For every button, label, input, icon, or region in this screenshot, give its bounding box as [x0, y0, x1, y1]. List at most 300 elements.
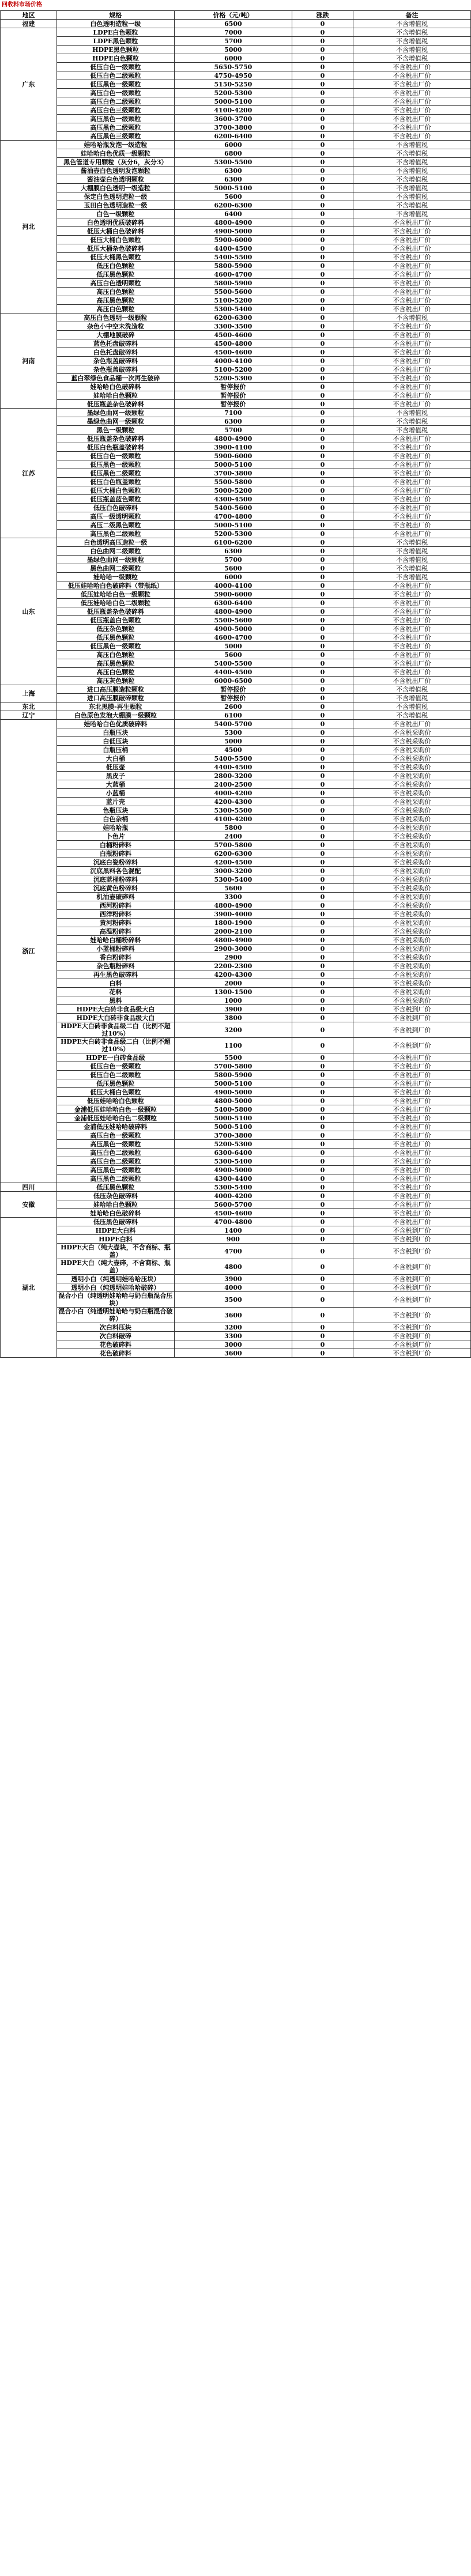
table-row: [1, 1340, 471, 1349]
change-cell: 0: [292, 262, 353, 270]
change-cell: 0: [292, 970, 353, 979]
spec-cell: 娃哈哈白桶粉碎料: [56, 936, 174, 945]
table-row: [1, 46, 471, 54]
table-row: [1, 262, 471, 270]
spec-cell: 沉底黑料各色混配: [56, 867, 174, 875]
table-row: [1, 599, 471, 607]
table-row: [1, 642, 471, 651]
note-cell: 不含税采购价: [353, 841, 470, 849]
spec-cell: 花料: [56, 988, 174, 996]
change-cell: 0: [292, 1259, 353, 1275]
change-cell: 0: [292, 737, 353, 746]
change-cell: 0: [292, 1079, 353, 1088]
price-cell: 5700: [174, 556, 292, 564]
spec-cell: 黑料: [56, 996, 174, 1005]
change-cell: 0: [292, 547, 353, 556]
table-row: [1, 927, 471, 936]
price-cell: 4000-4200: [174, 1192, 292, 1200]
change-cell: 0: [292, 106, 353, 115]
note-cell: 不含税到厂价: [353, 1308, 470, 1323]
spec-cell: 白色透明造粒一级: [56, 20, 174, 28]
note-cell: 不含增值税: [353, 702, 470, 711]
spec-cell: 蓝白翠绿色食品桶一次再生破碎: [56, 374, 174, 383]
note-cell: 不含税出厂价: [353, 443, 470, 452]
spec-cell: 西洋粉碎料: [56, 910, 174, 919]
spec-cell: 高压白色二级颗粒: [56, 1149, 174, 1157]
note-cell: 不含税采购价: [353, 953, 470, 962]
change-cell: 0: [292, 469, 353, 478]
table-row: [1, 910, 471, 919]
price-cell: 5300-5400: [174, 305, 292, 313]
table-row: [1, 746, 471, 754]
change-cell: 0: [292, 1174, 353, 1183]
spec-cell: 白色曲网二级颗粒: [56, 547, 174, 556]
note-cell: 不含税出厂价: [353, 590, 470, 599]
change-cell: 0: [292, 625, 353, 633]
note-cell: 不含税到厂价: [353, 1259, 470, 1275]
price-cell: 1400: [174, 1226, 292, 1235]
table-row: [1, 538, 471, 547]
price-cell: 5200-5300: [174, 89, 292, 97]
price-cell: 3600: [174, 1349, 292, 1358]
table-row: [1, 521, 471, 530]
note-cell: 不含税出厂价: [353, 331, 470, 339]
region-cell: 辽宁: [1, 711, 57, 720]
change-cell: 0: [292, 1131, 353, 1140]
price-cell: 2400: [174, 832, 292, 841]
table-row: [1, 478, 471, 486]
change-cell: 0: [292, 815, 353, 824]
price-cell: 5000-5100: [174, 1079, 292, 1088]
price-cell: 6000: [174, 54, 292, 63]
note-cell: 不含税出厂价: [353, 262, 470, 270]
table-row: [1, 962, 471, 970]
price-cell: 5300-5500: [174, 158, 292, 167]
spec-cell: 白料: [56, 979, 174, 988]
spec-cell: 杂色瓶粉碎料: [56, 962, 174, 970]
note-cell: 不含税采购价: [353, 858, 470, 867]
change-cell: 0: [292, 538, 353, 547]
change-cell: 0: [292, 175, 353, 184]
table-row: [1, 383, 471, 391]
spec-cell: 西河粉碎料: [56, 901, 174, 910]
price-cell: 5900-6000: [174, 452, 292, 460]
change-cell: 0: [292, 927, 353, 936]
price-cell: 5800-5900: [174, 1071, 292, 1079]
price-cell: 6100-6200: [174, 538, 292, 547]
change-cell: 0: [292, 1323, 353, 1332]
table-row: [1, 616, 471, 625]
note-cell: 不含税采购价: [353, 945, 470, 953]
header-row: [1, 11, 471, 20]
price-table: [0, 10, 471, 1358]
price-cell: 5600: [174, 884, 292, 893]
price-cell: 5000-5100: [174, 97, 292, 106]
price-cell: 5150-5250: [174, 80, 292, 89]
note-cell: 不含税出厂价: [353, 460, 470, 469]
change-cell: 0: [292, 210, 353, 218]
table-row: [1, 115, 471, 123]
price-cell: 3800: [174, 1014, 292, 1022]
price-cell: 5400-5700: [174, 720, 292, 728]
spec-cell: 酱油壶白色透明颗粒: [56, 175, 174, 184]
table-row: [1, 1235, 471, 1244]
spec-cell: 低压黑色一级颗粒: [56, 460, 174, 469]
spec-cell: 沉底蓝桶粉碎料: [56, 875, 174, 884]
region-cell: 四川: [1, 1183, 57, 1192]
change-cell: 0: [292, 1283, 353, 1292]
price-cell: 5650-5750: [174, 63, 292, 71]
price-cell: 暂停报价: [174, 391, 292, 400]
price-cell: 900: [174, 1235, 292, 1244]
note-cell: 不含税出厂价: [353, 452, 470, 460]
table-row: [1, 530, 471, 538]
table-row: [1, 1259, 471, 1275]
note-cell: 不含税采购价: [353, 979, 470, 988]
table-row: [1, 677, 471, 685]
change-cell: 0: [292, 694, 353, 702]
note-cell: 不含税出厂价: [353, 651, 470, 659]
table-row: [1, 1218, 471, 1226]
note-cell: 不含税采购价: [353, 884, 470, 893]
spec-cell: 高压黑色一级颗粒: [56, 1140, 174, 1149]
note-cell: 不含税到厂价: [353, 1283, 470, 1292]
note-cell: 不含税出厂价: [353, 374, 470, 383]
table-row: [1, 901, 471, 910]
price-cell: 5100-5200: [174, 365, 292, 374]
price-cell: 5600: [174, 564, 292, 573]
table-row: [1, 460, 471, 469]
spec-cell: 白色透明优质破碎料: [56, 218, 174, 227]
price-cell: 6500: [174, 20, 292, 28]
price-cell: 4200-4300: [174, 970, 292, 979]
note-cell: 不含税出厂价: [353, 1166, 470, 1174]
spec-cell: 低压黑色颗粒: [56, 1079, 174, 1088]
price-cell: 2000-2100: [174, 927, 292, 936]
region-cell: 江苏: [1, 409, 57, 538]
change-cell: 0: [292, 1157, 353, 1166]
table-row: [1, 1200, 471, 1209]
price-cell: 4800-4900: [174, 936, 292, 945]
change-cell: 0: [292, 936, 353, 945]
spec-cell: 娃哈哈白色优质破碎料: [56, 720, 174, 728]
change-cell: 0: [292, 1192, 353, 1200]
spec-cell: 低压白色破碎料: [56, 504, 174, 512]
change-cell: 0: [292, 279, 353, 288]
change-cell: 0: [292, 1218, 353, 1226]
note-cell: 不含税出厂价: [353, 616, 470, 625]
note-cell: 不含税出厂价: [353, 1140, 470, 1149]
header-note: 备注: [353, 11, 470, 20]
spec-cell: 低压黑色颗粒: [56, 1183, 174, 1192]
note-cell: 不含税出厂价: [353, 236, 470, 244]
price-cell: 3300-3500: [174, 322, 292, 331]
price-cell: 6000: [174, 573, 292, 581]
spec-cell: 大蓝桶: [56, 780, 174, 789]
change-cell: 0: [292, 339, 353, 348]
price-cell: 4800-4900: [174, 901, 292, 910]
change-cell: 0: [292, 919, 353, 927]
spec-cell: 高压白色一级颗粒: [56, 89, 174, 97]
note-cell: 不含税采购价: [353, 737, 470, 746]
change-cell: 0: [292, 1123, 353, 1131]
change-cell: 0: [292, 573, 353, 581]
table-row: [1, 970, 471, 979]
price-cell: 5100-5200: [174, 296, 292, 305]
price-cell: 3900-4100: [174, 443, 292, 452]
note-cell: 不含税出厂价: [353, 668, 470, 677]
change-cell: 0: [292, 1062, 353, 1071]
price-cell: 4300-4400: [174, 1174, 292, 1183]
table-row: [1, 175, 471, 184]
table-row: [1, 590, 471, 599]
spec-cell: 白桶粉碎料: [56, 841, 174, 849]
table-row: [1, 435, 471, 443]
price-cell: 4800-4900: [174, 435, 292, 443]
note-cell: 不含增值税: [353, 141, 470, 149]
change-cell: 0: [292, 1053, 353, 1062]
price-cell: 暂停报价: [174, 685, 292, 694]
table-row: [1, 702, 471, 711]
note-cell: 不含税出厂价: [353, 469, 470, 478]
change-cell: 0: [292, 504, 353, 512]
price-cell: 4900-5000: [174, 1166, 292, 1174]
spec-cell: 进口高压膜造粒颗粒: [56, 685, 174, 694]
spec-cell: 高压黑色三级颗粒: [56, 132, 174, 141]
table-row: [1, 893, 471, 901]
table-row: [1, 754, 471, 763]
note-cell: 不含税出厂价: [353, 227, 470, 236]
note-cell: 不含税采购价: [353, 772, 470, 780]
spec-cell: 再生黑色破碎料: [56, 970, 174, 979]
note-cell: 不含税到厂价: [353, 1323, 470, 1332]
change-cell: 0: [292, 1244, 353, 1259]
table-row: [1, 668, 471, 677]
table-row: [1, 71, 471, 80]
spec-cell: 蓝色托盘破碎料: [56, 339, 174, 348]
change-cell: 0: [292, 607, 353, 616]
note-cell: 不含增值税: [353, 538, 470, 547]
change-cell: 0: [292, 832, 353, 841]
spec-cell: 低压壶: [56, 763, 174, 772]
spec-cell: HDPE黑色颗粒: [56, 46, 174, 54]
change-cell: 0: [292, 789, 353, 798]
note-cell: 不含税出厂价: [353, 279, 470, 288]
change-cell: 0: [292, 192, 353, 201]
note-cell: 不含税出厂价: [353, 720, 470, 728]
note-cell: 不含税采购价: [353, 824, 470, 832]
note-cell: 不含税采购价: [353, 970, 470, 979]
table-row: [1, 1275, 471, 1283]
price-cell: 4800-4900: [174, 218, 292, 227]
spec-cell: 低压瓶盖杂色破碎料: [56, 607, 174, 616]
spec-cell: 低压白色二级颗粒: [56, 1071, 174, 1079]
price-cell: 1100: [174, 1038, 292, 1053]
change-cell: 0: [292, 581, 353, 590]
table-row: [1, 815, 471, 824]
price-cell: 4200-4300: [174, 798, 292, 806]
note-cell: 不含增值税: [353, 556, 470, 564]
note-cell: 不含税出厂价: [353, 106, 470, 115]
change-cell: 0: [292, 28, 353, 37]
note-cell: 不含税出厂价: [353, 1183, 470, 1192]
price-cell: 4700: [174, 1244, 292, 1259]
spec-cell: 低压黑色颗粒: [56, 270, 174, 279]
table-row: [1, 659, 471, 668]
change-cell: 0: [292, 158, 353, 167]
change-cell: 0: [292, 711, 353, 720]
spec-cell: 白低压块: [56, 737, 174, 746]
table-row: [1, 1114, 471, 1123]
price-cell: 4000-4100: [174, 357, 292, 365]
table-row: [1, 936, 471, 945]
price-cell: 4400-4500: [174, 244, 292, 253]
price-cell: 4600-4700: [174, 633, 292, 642]
spec-cell: HDPE大白砖非食品级大白: [56, 1014, 174, 1022]
change-cell: 0: [292, 1209, 353, 1218]
note-cell: 不含税出厂价: [353, 253, 470, 262]
change-cell: 0: [292, 374, 353, 383]
change-cell: 0: [292, 365, 353, 374]
change-cell: 0: [292, 227, 353, 236]
table-row: [1, 564, 471, 573]
table-row: [1, 953, 471, 962]
table-row: [1, 824, 471, 832]
change-cell: 0: [292, 616, 353, 625]
price-cell: 5000-5200: [174, 486, 292, 495]
change-cell: 0: [292, 1183, 353, 1192]
price-cell: 5300-5400: [174, 1183, 292, 1192]
spec-cell: 东北黑膜-再生颗粒: [56, 702, 174, 711]
change-cell: 0: [292, 1226, 353, 1235]
table-row: [1, 443, 471, 452]
note-cell: 不含税出厂价: [353, 530, 470, 538]
price-cell: 6100: [174, 711, 292, 720]
change-cell: 0: [292, 37, 353, 46]
note-cell: 不含税出厂价: [353, 296, 470, 305]
region-cell: 安徽: [1, 1192, 57, 1218]
change-cell: 0: [292, 89, 353, 97]
spec-cell: 蓝片壳: [56, 798, 174, 806]
note-cell: 不含增值税: [353, 201, 470, 210]
note-cell: 不含税出厂价: [353, 123, 470, 132]
table-row: [1, 694, 471, 702]
change-cell: 0: [292, 46, 353, 54]
price-cell: 3000: [174, 1340, 292, 1349]
table-row: [1, 547, 471, 556]
change-cell: 0: [292, 435, 353, 443]
note-cell: 不含增值税: [353, 409, 470, 417]
change-cell: 0: [292, 1105, 353, 1114]
change-cell: 0: [292, 996, 353, 1005]
table-row: [1, 625, 471, 633]
spec-cell: 混合小白（纯透明娃哈哈与奶白瓶混合压块）: [56, 1292, 174, 1308]
change-cell: 0: [292, 115, 353, 123]
spec-cell: 小蓝桶粉碎料: [56, 945, 174, 953]
change-cell: 0: [292, 763, 353, 772]
note-cell: 不含增值税: [353, 417, 470, 426]
change-cell: 0: [292, 556, 353, 564]
note-cell: 不含税出厂价: [353, 486, 470, 495]
spec-cell: 黑色一级颗粒: [56, 426, 174, 435]
table-row: [1, 469, 471, 478]
spec-cell: 黑皮子: [56, 772, 174, 780]
price-cell: 5000: [174, 642, 292, 651]
note-cell: 不含税采购价: [353, 728, 470, 737]
table-row: [1, 607, 471, 616]
price-cell: 5200-5300: [174, 530, 292, 538]
note-cell: 不含增值税: [353, 167, 470, 175]
price-cell: 4500-4600: [174, 331, 292, 339]
table-row: [1, 20, 471, 28]
price-cell: 1000: [174, 996, 292, 1005]
table-row: [1, 884, 471, 893]
note-cell: 不含税到厂价: [353, 1244, 470, 1259]
table-row: [1, 339, 471, 348]
table-row: [1, 1071, 471, 1079]
note-cell: 不含税出厂价: [353, 365, 470, 374]
price-cell: 5000-5100: [174, 1114, 292, 1123]
note-cell: 不含增值税: [353, 20, 470, 28]
spec-cell: 黄河粉碎料: [56, 919, 174, 927]
table-row: [1, 1105, 471, 1114]
note-cell: 不含增值税: [353, 54, 470, 63]
change-cell: 0: [292, 1005, 353, 1014]
table-row: [1, 106, 471, 115]
table-row: [1, 581, 471, 590]
spec-cell: HDPE大白（纯大壶块，不含商标、瓶盖）: [56, 1244, 174, 1259]
table-row: [1, 789, 471, 798]
table-row: [1, 210, 471, 218]
spec-cell: 低压黑色一级颗粒: [56, 80, 174, 89]
price-cell: 3900: [174, 1275, 292, 1283]
spec-cell: 娃哈哈白色破碎料: [56, 383, 174, 391]
change-cell: 0: [292, 521, 353, 530]
change-cell: 0: [292, 651, 353, 659]
price-cell: 7100: [174, 409, 292, 417]
note-cell: 不含税采购价: [353, 962, 470, 970]
change-cell: 0: [292, 417, 353, 426]
note-cell: 不含税采购价: [353, 901, 470, 910]
spec-cell: 色瓶压块: [56, 806, 174, 815]
change-cell: 0: [292, 167, 353, 175]
table-body: [1, 20, 471, 1358]
price-cell: 5700: [174, 426, 292, 435]
price-cell: 4100-4200: [174, 106, 292, 115]
price-cell: 4700-4800: [174, 512, 292, 521]
price-cell: 5900-6000: [174, 236, 292, 244]
price-cell: 5400-5500: [174, 754, 292, 763]
price-cell: 4100-4200: [174, 815, 292, 824]
spec-cell: 白色一级颗粒: [56, 210, 174, 218]
table-row: [1, 80, 471, 89]
spec-cell: 低压白色颗粒: [56, 262, 174, 270]
note-cell: 不含增值税: [353, 573, 470, 581]
note-cell: 不含增值税: [353, 547, 470, 556]
spec-cell: 高压黑色颗粒: [56, 296, 174, 305]
note-cell: 不含增值税: [353, 149, 470, 158]
note-cell: 不含税出厂价: [353, 1200, 470, 1209]
table-row: [1, 1157, 471, 1166]
price-cell: 5500-5600: [174, 616, 292, 625]
table-row: [1, 841, 471, 849]
change-cell: 0: [292, 443, 353, 452]
change-cell: 0: [292, 452, 353, 460]
spec-cell: 大棚地膜破碎: [56, 331, 174, 339]
table-row: [1, 192, 471, 201]
region-cell: 河北: [1, 141, 57, 313]
spec-cell: 高压白色三级颗粒: [56, 106, 174, 115]
